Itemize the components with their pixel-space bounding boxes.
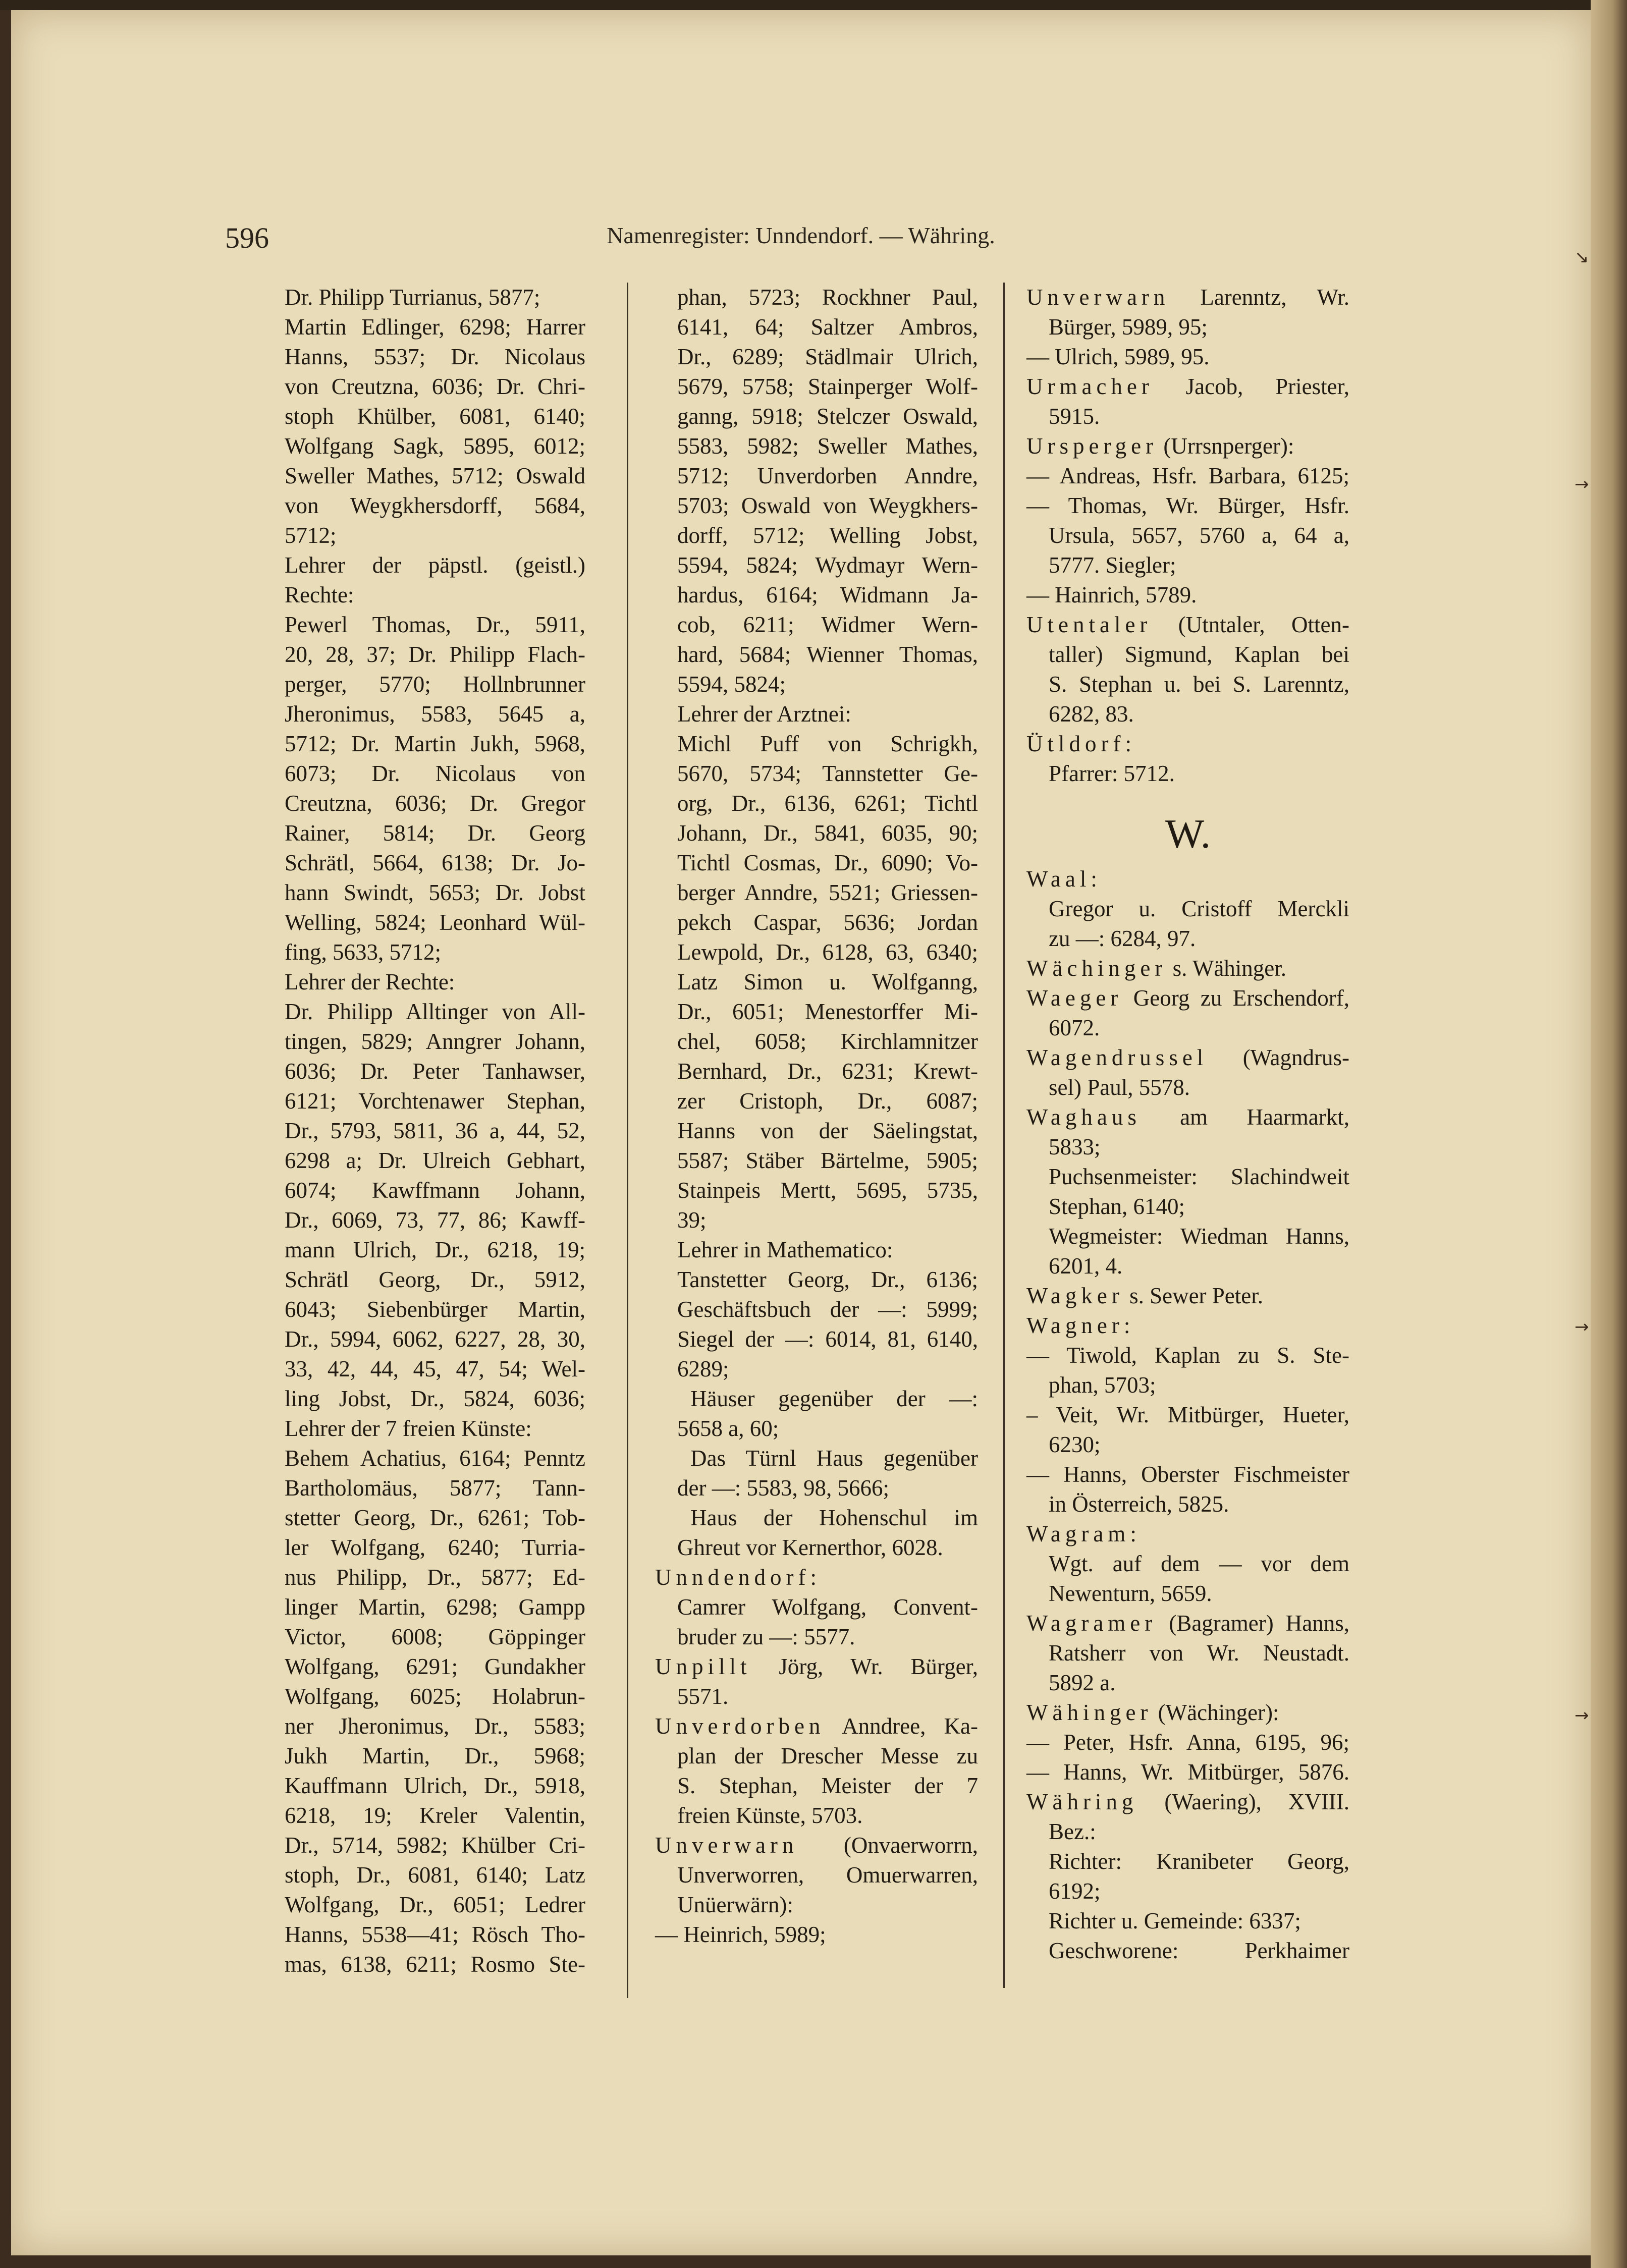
- index-line: Lehrer der 7 freien Künste:: [285, 1416, 532, 1441]
- index-line: hann Swindt, 5653; Dr. Jobst: [285, 880, 585, 905]
- index-line: Pfarrer: 5712.: [1049, 761, 1175, 786]
- index-line: 5583, 5982; Sweller Mathes,: [677, 433, 978, 459]
- index-line: Bernhard, Dr., 6231; Krewt-: [677, 1059, 978, 1084]
- index-line: linger Martin, 6298; Gampp: [285, 1594, 585, 1620]
- index-headword-line: Wagker s. Sewer Peter.: [1026, 1283, 1264, 1308]
- index-line: 5594, 5824; Wydmayr Wern-: [677, 552, 978, 578]
- column-divider-2: [1003, 283, 1005, 1988]
- index-line: 5594, 5824;: [677, 672, 786, 697]
- index-line: 6072.: [1049, 1015, 1100, 1040]
- index-line: von Weygkhersdorff, 5684,: [285, 493, 585, 518]
- index-line: — Tiwold, Kaplan zu S. Ste-: [1026, 1343, 1349, 1368]
- index-line: Bürger, 5989, 95;: [1049, 314, 1208, 340]
- index-line: Hanns, 5538—41; Rösch Tho-: [285, 1922, 585, 1947]
- index-line: Häuser gegenüber der —:: [690, 1386, 978, 1411]
- index-line: org, Dr., 6136, 6261; Tichtl: [677, 791, 978, 816]
- index-line: Ratsherr von Wr. Neustadt.: [1049, 1640, 1349, 1666]
- index-headword-line: Unpillt Jörg, Wr. Bürger,: [655, 1654, 978, 1679]
- index-line: plan der Drescher Messe zu: [677, 1743, 978, 1768]
- index-line: Ghreut vor Kernerthor, 6028.: [677, 1535, 943, 1560]
- index-line: 6218, 19; Kreler Valentin,: [285, 1803, 585, 1828]
- page-header: [11, 216, 1591, 256]
- index-headword-line: Ütldorf:: [1026, 731, 1131, 756]
- index-line: Latz Simon u. Wolfganng,: [677, 969, 978, 994]
- index-headword-line: Waeger Georg zu Erschendorf,: [1026, 985, 1349, 1011]
- index-headword-line: Unverwarn Larenntz, Wr.: [1026, 285, 1349, 310]
- index-line: ganng, 5918; Stelczer Oswald,: [677, 404, 978, 429]
- index-line: Camrer Wolfgang, Convent-: [677, 1594, 978, 1620]
- index-line: Dr., 6289; Städlmair Ulrich,: [677, 344, 978, 369]
- index-line: Schrätl, 5664, 6138; Dr. Jo-: [285, 850, 585, 875]
- margin-mark-icon: →: [1575, 1317, 1589, 1337]
- index-line: hardus, 6164; Widmann Ja-: [677, 582, 978, 607]
- index-line: ler Wolfgang, 6240; Turria-: [285, 1535, 585, 1560]
- index-line: tingen, 5829; Anngrer Johann,: [285, 1029, 585, 1054]
- index-line: S. Stephan, Meister der 7: [677, 1773, 978, 1798]
- index-line: Unverworren, Omuerwarren,: [677, 1862, 978, 1888]
- scan-top-edge: [0, 0, 1627, 10]
- index-headword-line: Unndendorf:: [655, 1565, 817, 1590]
- index-line: Welling, 5824; Leonhard Wül-: [285, 910, 585, 935]
- index-line: mann Ulrich, Dr., 6218, 19;: [285, 1237, 585, 1262]
- index-line: 6043; Siebenbürger Martin,: [285, 1297, 585, 1322]
- index-line: berger Anndre, 5521; Griessen-: [677, 880, 978, 905]
- index-line: Pewerl Thomas, Dr., 5911,: [285, 612, 585, 637]
- index-line: Lehrer der Rechte:: [285, 969, 455, 994]
- index-line: Wgt. auf dem — vor dem: [1049, 1551, 1349, 1576]
- index-line: — Hanns, Oberster Fischmeister: [1026, 1462, 1349, 1487]
- index-line: bruder zu —: 5577.: [677, 1624, 855, 1649]
- index-line: ling Jobst, Dr., 5824, 6036;: [285, 1386, 585, 1411]
- index-line: — Andreas, Hsfr. Barbara, 6125;: [1026, 463, 1349, 488]
- index-line: 5915.: [1049, 404, 1100, 429]
- index-line: freien Künste, 5703.: [677, 1803, 863, 1828]
- index-line: Bartholomäus, 5877; Tann-: [285, 1475, 585, 1501]
- index-line: Ursula, 5657, 5760 a, 64 a,: [1049, 523, 1349, 548]
- index-line: Rainer, 5814; Dr. Georg: [285, 820, 585, 846]
- index-line: stetter Georg, Dr., 6261; Tob-: [285, 1505, 585, 1530]
- index-line: 6074; Kawffmann Johann,: [285, 1178, 585, 1203]
- index-line: Rechte:: [285, 582, 354, 607]
- index-line: sel) Paul, 5578.: [1049, 1075, 1190, 1100]
- index-headword-line: Unverdorben Anndree, Ka-: [655, 1713, 978, 1739]
- index-line: Dr., 5714, 5982; Khülber Cri-: [285, 1833, 585, 1858]
- index-line: Johann, Dr., 5841, 6035, 90;: [677, 820, 978, 846]
- index-line: 6230;: [1049, 1432, 1101, 1457]
- index-line: 5670, 5734; Tannstetter Ge-: [677, 761, 978, 786]
- index-line: Dr., 6051; Menestorffer Mi-: [677, 999, 978, 1024]
- index-line: cob, 6211; Widmer Wern-: [677, 612, 978, 637]
- index-line: Haus der Hohenschul im: [690, 1505, 978, 1530]
- index-headword-line: Währing (Waering), XVIII.: [1026, 1789, 1349, 1814]
- index-line: — Hainrich, 5789.: [1026, 582, 1197, 607]
- index-headword-line: Wähinger (Wächinger):: [1026, 1700, 1279, 1725]
- index-line: Dr., 5994, 6062, 6227, 28, 30,: [285, 1326, 585, 1352]
- column-divider-1: [627, 283, 628, 1998]
- index-headword-line: Wagramer (Bagramer) Hanns,: [1026, 1611, 1349, 1636]
- index-line: 6201, 4.: [1049, 1253, 1123, 1279]
- index-line: Richter u. Gemeinde: 6337;: [1049, 1908, 1301, 1933]
- index-line: 6036; Dr. Peter Tanhawser,: [285, 1059, 585, 1084]
- index-headword-line: Waal:: [1026, 866, 1097, 892]
- index-line: Newenturn, 5659.: [1049, 1581, 1212, 1606]
- index-line: Wolfgang, Dr., 6051; Ledrer: [285, 1892, 585, 1917]
- index-line: Geschworene: Perkhaimer: [1049, 1938, 1349, 1963]
- index-line: stoph Khülber, 6081, 6140;: [285, 404, 585, 429]
- column-1: [262, 283, 585, 1979]
- index-line: Bez.:: [1049, 1819, 1096, 1844]
- index-line: Siegel der —: 6014, 81, 6140,: [677, 1326, 978, 1352]
- index-line: pekch Caspar, 5636; Jordan: [677, 910, 978, 935]
- index-line: hard, 5684; Wienner Thomas,: [677, 642, 978, 667]
- index-headword-line: Wagendrussel (Wagndrus-: [1026, 1045, 1349, 1070]
- index-line: stoph, Dr., 6081, 6140; Latz: [285, 1862, 585, 1888]
- index-line: nus Philipp, Dr., 5877; Ed-: [285, 1565, 585, 1590]
- index-line: Behem Achatius, 6164; Penntz: [285, 1446, 585, 1471]
- column-2: [655, 283, 978, 1950]
- book-page: [11, 10, 1591, 2255]
- index-line: Unüerwärn):: [677, 1892, 793, 1917]
- index-line: Stephan, 6140;: [1049, 1194, 1185, 1219]
- index-line: 39;: [677, 1207, 707, 1233]
- index-headword-line: Wagram:: [1026, 1521, 1136, 1546]
- index-line: 5712; Dr. Martin Jukh, 5968,: [285, 731, 585, 756]
- index-line: 20, 28, 37; Dr. Philipp Flach-: [285, 642, 585, 667]
- index-line: Wegmeister: Wiedman Hanns,: [1049, 1224, 1349, 1249]
- index-line: Jukh Martin, Dr., 5968;: [285, 1743, 585, 1768]
- index-line: 5777. Siegler;: [1049, 552, 1176, 578]
- index-headword-line: Unverwarn (Onvaerworrn,: [655, 1833, 978, 1858]
- index-line: Lehrer der Arztnei:: [677, 701, 851, 727]
- index-line: — Ulrich, 5989, 95.: [1026, 344, 1210, 369]
- index-line: Kauffmann Ulrich, Dr., 5918,: [285, 1773, 585, 1798]
- index-line: Victor, 6008; Göppinger: [285, 1624, 585, 1649]
- index-line: 6121; Vorchtenawer Stephan,: [285, 1088, 585, 1114]
- index-line: Dr., 5793, 5811, 36 a, 44, 52,: [285, 1118, 585, 1143]
- index-line: von Creutzna, 6036; Dr. Chri-: [285, 374, 585, 399]
- index-headword-line: Urmacher Jacob, Priester,: [1026, 374, 1349, 399]
- index-line: 5658 a, 60;: [677, 1416, 779, 1441]
- index-line: 6192;: [1049, 1878, 1101, 1904]
- index-line: Hanns von der Säelingstat,: [677, 1118, 978, 1143]
- index-headword-line: Wächinger s. Wähinger.: [1026, 956, 1287, 981]
- index-line: 5703; Oswald von Weygkhers-: [677, 493, 978, 518]
- running-title: Namenregister: Unndendorf. — Währing.: [607, 223, 995, 248]
- index-line: 6298 a; Dr. Ulreich Gebhart,: [285, 1148, 585, 1173]
- index-line: der —: 5583, 98, 5666;: [677, 1475, 889, 1501]
- margin-mark-icon: ↘: [1575, 247, 1589, 267]
- index-headword-line: Ursperger (Urrsnperger):: [1026, 433, 1294, 459]
- index-line: 5587; Stäber Bärtelme, 5905;: [677, 1148, 978, 1173]
- index-line: Richter: Kranibeter Georg,: [1049, 1849, 1349, 1874]
- index-line: 5679, 5758; Stainperger Wolf-: [677, 374, 978, 399]
- index-line: Gregor u. Cristoff Merckli: [1049, 896, 1349, 921]
- index-line: Creutzna, 6036; Dr. Gregor: [285, 791, 585, 816]
- index-line: ner Jheronimus, Dr., 5583;: [285, 1713, 585, 1739]
- index-line: Dr. Philipp Alltinger von All-: [285, 999, 585, 1024]
- index-headword-line: Utentaler (Utntaler, Otten-: [1026, 612, 1349, 637]
- index-line: 5712;: [285, 523, 337, 548]
- index-line: — Peter, Hsfr. Anna, 6195, 96;: [1026, 1730, 1349, 1755]
- index-line: taller) Sigmund, Kaplan bei: [1049, 642, 1349, 667]
- index-line: chel, 6058; Kirchlamnitzer: [677, 1029, 978, 1054]
- index-line: Michl Puff von Schrigkh,: [677, 731, 978, 756]
- index-line: 6289;: [677, 1356, 729, 1381]
- index-line: Jheronimus, 5583, 5645 a,: [285, 701, 585, 727]
- page-number: 596: [225, 222, 269, 254]
- index-line: S. Stephan u. bei S. Larenntz,: [1049, 672, 1349, 697]
- index-line: Lewpold, Dr., 6128, 63, 6340;: [677, 939, 978, 965]
- index-line: Stainpeis Mertt, 5695, 5735,: [677, 1178, 978, 1203]
- margin-mark-icon: →: [1575, 474, 1589, 494]
- index-line: Dr., 6069, 73, 77, 86; Kawff-: [285, 1207, 585, 1233]
- index-line: Lehrer der päpstl. (geistl.): [285, 552, 585, 578]
- index-line: Tichtl Cosmas, Dr., 6090; Vo-: [677, 850, 978, 875]
- column-3: [1026, 283, 1349, 1966]
- index-line: Schrätl Georg, Dr., 5912,: [285, 1267, 585, 1292]
- index-line: Tanstetter Georg, Dr., 6136;: [677, 1267, 978, 1292]
- index-line: mas, 6138, 6211; Rosmo Ste-: [285, 1952, 585, 1977]
- index-line: in Österreich, 5825.: [1049, 1491, 1229, 1517]
- index-line: 5712; Unverdorben Anndre,: [677, 463, 978, 488]
- index-line: phan, 5723; Rockhner Paul,: [677, 285, 978, 310]
- index-line: Lehrer in Mathematico:: [677, 1237, 893, 1262]
- index-line: 6141, 64; Saltzer Ambros,: [677, 314, 978, 340]
- index-line: 5833;: [1049, 1134, 1101, 1159]
- index-line: phan, 5703;: [1049, 1372, 1156, 1398]
- index-line: zu —: 6284, 97.: [1049, 926, 1196, 951]
- index-line: perger, 5770; Hollnbrunner: [285, 672, 585, 697]
- index-line: — Hanns, Wr. Mitbürger, 5876.: [1026, 1759, 1349, 1785]
- index-line: 6073; Dr. Nicolaus von: [285, 761, 585, 786]
- index-line: Das Türnl Haus gegenüber: [690, 1446, 978, 1471]
- index-line: Dr. Philipp Turrianus, 5877;: [285, 285, 540, 310]
- margin-mark-icon: →: [1575, 1705, 1589, 1726]
- index-line: 5892 a.: [1049, 1670, 1116, 1695]
- index-line: Hanns, 5537; Dr. Nicolaus: [285, 344, 585, 369]
- index-headword-line: Wagner:: [1026, 1313, 1130, 1338]
- index-line: dorff, 5712; Welling Jobst,: [677, 523, 978, 548]
- index-line: Martin Edlinger, 6298; Harrer: [285, 314, 585, 340]
- section-letter: W.: [1165, 811, 1211, 857]
- index-line: — Heinrich, 5989;: [655, 1922, 826, 1947]
- index-line: 33, 42, 44, 45, 47, 54; Wel-: [285, 1356, 585, 1381]
- index-line: — Thomas, Wr. Bürger, Hsfr.: [1026, 493, 1349, 518]
- index-headword-line: Waghaus am Haarmarkt,: [1026, 1104, 1349, 1130]
- index-line: Puchsenmeister: Slachindweit: [1049, 1164, 1349, 1189]
- index-line: 5571.: [677, 1684, 729, 1709]
- index-line: Wolfgang Sagk, 5895, 6012;: [285, 433, 585, 459]
- index-line: Sweller Mathes, 5712; Oswald: [285, 463, 585, 488]
- index-line: fing, 5633, 5712;: [285, 939, 441, 965]
- index-line: – Veit, Wr. Mitbürger, Hueter,: [1026, 1402, 1349, 1427]
- index-line: zer Cristoph, Dr., 6087;: [677, 1088, 978, 1114]
- index-line: 6282, 83.: [1049, 701, 1134, 727]
- index-line: Wolfgang, 6291; Gundakher: [285, 1654, 585, 1679]
- page-binding-edge: [1591, 0, 1627, 2268]
- index-line: Wolfgang, 6025; Holabrun-: [285, 1684, 585, 1709]
- index-line: Geschäftsbuch der —: 5999;: [677, 1297, 978, 1322]
